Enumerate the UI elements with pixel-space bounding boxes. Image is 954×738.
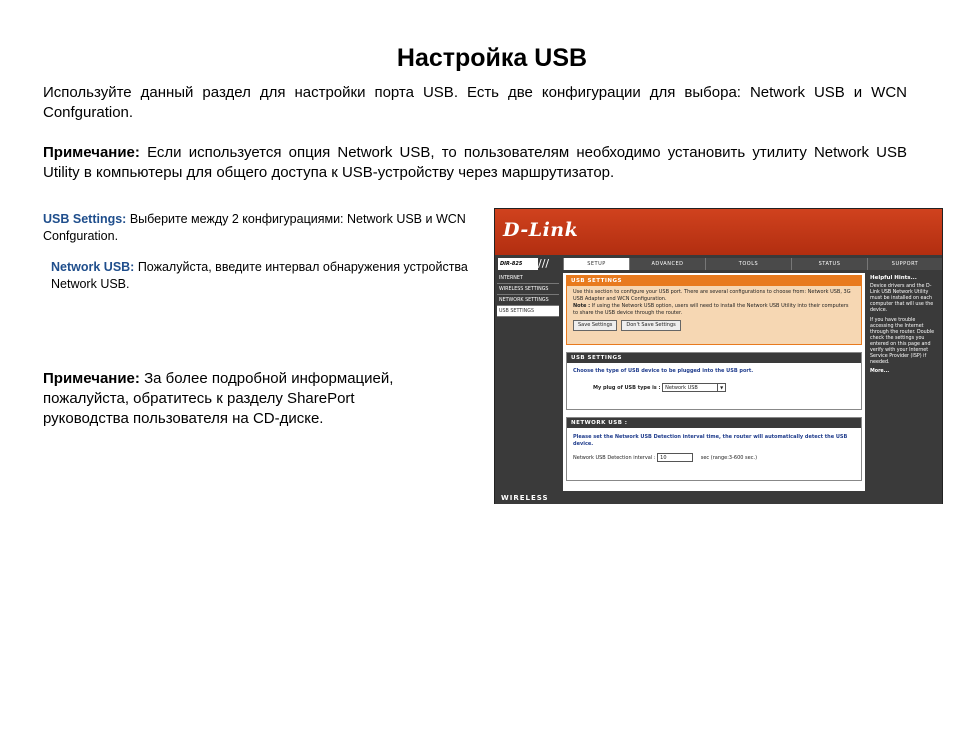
note2-label: Примечание:	[43, 370, 140, 387]
help-more-link[interactable]: More...	[870, 369, 890, 374]
box2-desc: Choose the type of USB device to be plugged into the USB port.	[573, 368, 754, 374]
router-tab-bar	[495, 257, 942, 271]
usb-settings-text: Выберите между 2 конфигурациями: Network USB и WCN Confguration.	[43, 212, 466, 243]
tab-advanced[interactable]: ADVANCED	[629, 258, 705, 270]
usb-type-row	[593, 383, 855, 392]
tab-support[interactable]: SUPPORT	[867, 258, 942, 270]
router-footer: WIRELESS	[495, 492, 942, 504]
usb-settings-paragraph	[43, 211, 483, 245]
help-text-1: Device drivers and the D-Link USB Network Utility must be installed on each computer that will use the device.	[870, 284, 934, 313]
note-paragraph	[43, 143, 907, 183]
network-usb-text: Пожалуйста, введите интервал обнаружения устройства Network USB.	[51, 260, 468, 291]
router-screenshot	[494, 208, 943, 504]
sidebar-item-network-settings[interactable]: NETWORK SETTINGS	[497, 295, 559, 306]
note2-text: За более подробной информацией, пожалуйста, обратитесь к разделу SharePort руководства пользователя на CD-диске.	[43, 370, 394, 427]
network-usb-label: Network USB:	[51, 260, 135, 274]
slash-decoration: ///	[538, 257, 550, 270]
interval-label: Network USB Detection interval :	[573, 455, 656, 461]
usb-type-box	[566, 352, 862, 410]
router-banner	[495, 209, 942, 255]
model-label: DIR-825	[498, 258, 538, 270]
box1-note	[573, 303, 855, 316]
note-text: Если используется опция Network USB, то пользователям необходимо установить утилиту Network USB Utility в компьютеры для общего доступа к USB-устройству через маршрутизатор.	[43, 144, 907, 181]
network-usb-paragraph	[51, 259, 483, 293]
interval-row	[573, 453, 855, 462]
usb-settings-label: USB Settings:	[43, 212, 127, 226]
tab-status[interactable]: STATUS	[791, 258, 867, 270]
usb-type-value: Network USB	[665, 384, 698, 391]
box3-title: NETWORK USB :	[567, 418, 861, 428]
dlink-logo: D-Link	[503, 219, 579, 241]
tab-setup[interactable]: SETUP	[563, 258, 629, 270]
interval-range: sec (range:3-600 sec.)	[700, 455, 758, 461]
intro-paragraph: Используйте данный раздел для настройки порта USB. Есть две конфигурации для выбора: Network USB и WCN Confguration.	[43, 84, 907, 121]
router-sidebar	[497, 273, 559, 489]
page-title: Настройка USB	[396, 44, 588, 72]
sidebar-item-internet[interactable]: INTERNET	[497, 273, 559, 284]
box1-note-label: Note :	[573, 303, 591, 309]
tab-tools[interactable]: TOOLS	[705, 258, 791, 270]
sidebar-item-usb-settings[interactable]: USB SETTINGS	[497, 306, 559, 317]
box2-body	[567, 363, 861, 395]
box1-title: USB SETTINGS	[567, 276, 861, 286]
interval-input[interactable]: 10	[657, 453, 693, 462]
chevron-down-icon: ▼	[717, 384, 725, 391]
help-title: Helpful Hints...	[870, 275, 917, 281]
save-settings-button[interactable]: Save Settings	[573, 320, 617, 331]
box3-desc: Please set the Network USB Detection interval time, the router will automatically detect the USB device.	[573, 434, 848, 447]
router-main-panel	[563, 273, 865, 491]
box2-title: USB SETTINGS	[567, 353, 861, 363]
usb-settings-intro-box	[566, 275, 862, 345]
dont-save-settings-button[interactable]: Don't Save Settings	[621, 320, 680, 331]
box1-note-text: If using the Network USB option, users will need to install the Network USB Utility into their computers to share the USB device through the router.	[573, 303, 849, 316]
helpful-hints-panel	[867, 273, 942, 489]
box3-body	[567, 428, 861, 465]
sharepoint-note	[43, 369, 443, 429]
help-text-2: If you have trouble accessing the Internet through the router. Double check the settings you entered on this page and verify with your Internet Service Provider (ISP) if needed.	[870, 318, 935, 365]
network-usb-box	[566, 417, 862, 481]
sidebar-item-wireless-settings[interactable]: WIRELESS SETTINGS	[497, 284, 559, 295]
settings-description	[43, 211, 483, 293]
box1-text: Use this section to configure your USB port. There are several configurations to choose from: Network USB, 3G USB Adapter and WCN Configuration.	[573, 289, 851, 302]
box1-body	[567, 286, 861, 344]
usb-type-select[interactable]	[662, 383, 726, 392]
usb-type-label: My plug of USB type is :	[593, 384, 661, 391]
note-label: Примечание:	[43, 144, 140, 161]
